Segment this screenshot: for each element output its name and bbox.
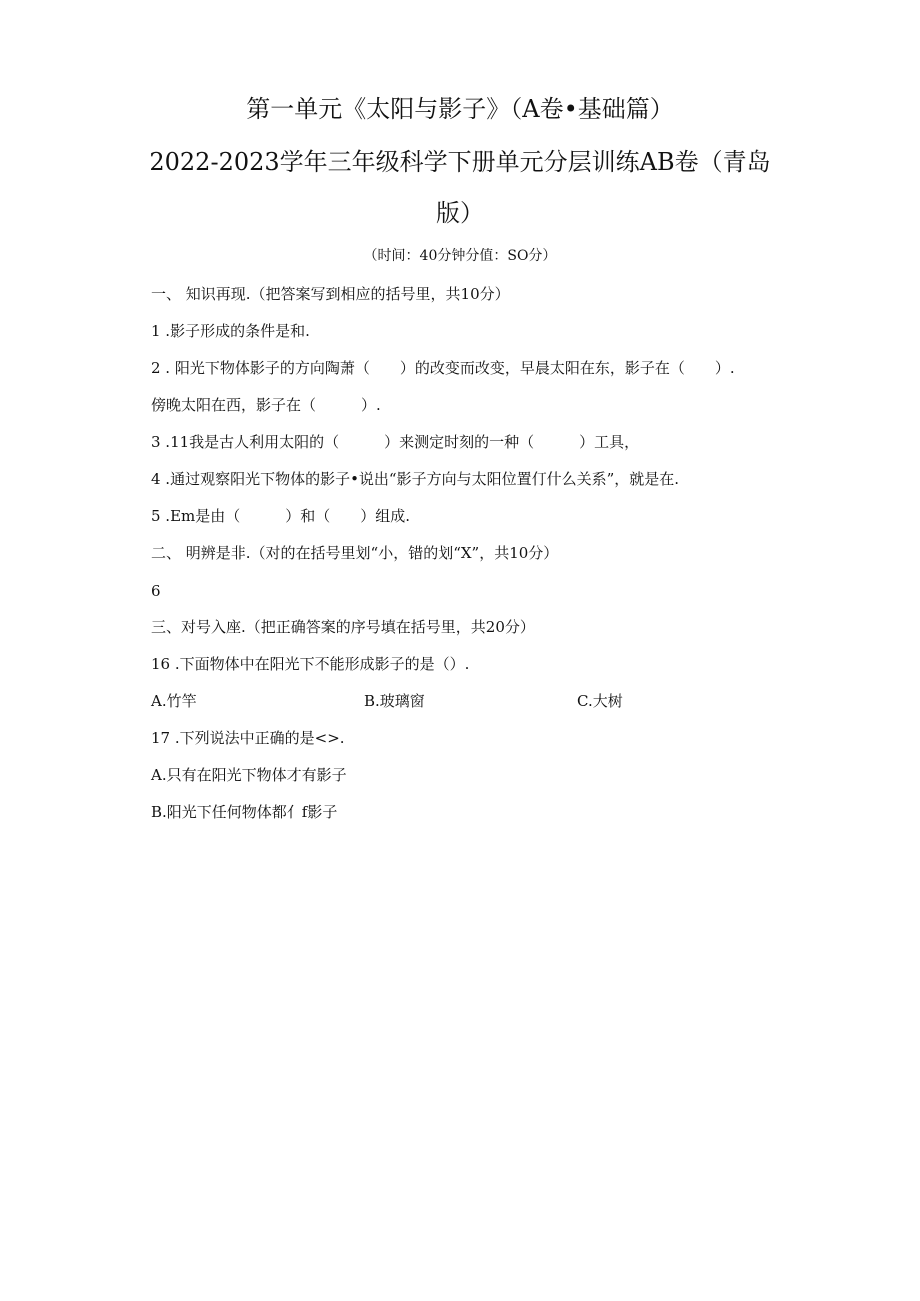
section-3-heading: 三、对号入座.（把正确答案的序号填在括号里，共20分） (151, 618, 535, 636)
question-4: 4 .通过观察阳光下物体的影子•说出“影子方向与太阳位置仃什么关系”，就是在. (151, 470, 680, 488)
question-16-option-a: A.竹竿 (151, 692, 197, 710)
time-score-info: （时间：40分钟分值：SO分） (363, 248, 557, 264)
question-1: 1 .影子形成的条件是和. (151, 322, 310, 340)
question-16-option-c: C.大树 (577, 692, 623, 710)
question-6: 6 (151, 582, 161, 600)
title-line-3: 版） (436, 199, 484, 227)
question-16: 16 .下面物体中在阳光下不能形成影子的是（）. (151, 655, 470, 673)
question-3: 3 .11我是古人利用太阳的（ ）来测定时刻的一种（ ）工具， (151, 433, 640, 451)
question-17-option-a: A.只有在阳光下物体才有影子 (151, 766, 347, 784)
question-5: 5 .Em是由（ ）和（ ）组成. (151, 507, 411, 525)
title-line-2: 2022-2023学年三年级科学下册单元分层训练AB卷（青岛 (149, 148, 771, 176)
question-17-option-b: B.阳光下任何物体都亻f影子 (151, 803, 338, 821)
section-2-heading: 二、 明辨是非.（对的在括号里划“小，错的划“X”，共10分） (151, 544, 559, 562)
question-2-line-1: 2 . 阳光下物体影子的方向陶萧（ ）的改变而改变，早晨太阳在东，影子在（ ）. (151, 359, 735, 377)
section-1-heading: 一、 知识再现.（把答案写到相应的括号里，共10分） (151, 285, 510, 303)
title-line-1: 第一单元《太阳与影子》（A卷•基础篇） (246, 95, 674, 123)
question-16-option-b: B.玻璃窗 (364, 692, 425, 710)
question-17: 17 .下列说法中正确的是<>. (151, 729, 345, 747)
question-2-line-2: 傍晚太阳在西，影子在（ ）. (151, 396, 381, 414)
